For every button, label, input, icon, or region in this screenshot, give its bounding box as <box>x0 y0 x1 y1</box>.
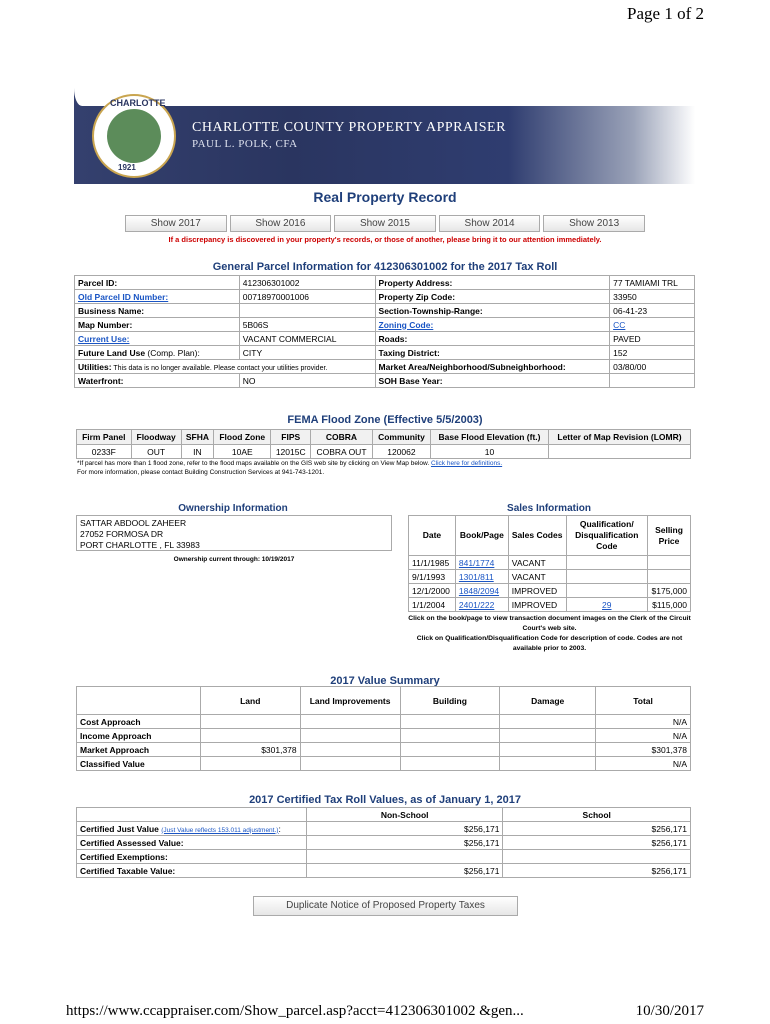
tax-roll-table <box>76 807 691 878</box>
table-row: Certified Exemptions: <box>77 850 691 864</box>
discrepancy-notice: If a discrepancy is discovered in your property's records, or those of another, please bring it to our attention immediately. <box>168 235 602 244</box>
qualification-code-link[interactable]: 29 <box>602 599 612 610</box>
value-summary-title: 2017 Value Summary <box>330 675 440 687</box>
page-number: Page 1 of 2 <box>627 4 704 23</box>
florida-map-icon <box>107 109 161 163</box>
year-tabs <box>125 215 645 232</box>
table-row: Map Number: 5B06S Zoning Code: CC <box>75 318 695 332</box>
banner-title: CHARLOTTE COUNTY PROPERTY APPRAISER <box>192 120 506 135</box>
table-header-row: Non-School School <box>77 808 691 822</box>
just-value-adjustment-link[interactable]: (Just Value reflects 153.011 adjustment.) <box>161 826 279 834</box>
banner-subtitle: PAUL L. POLK, CFA <box>192 138 298 150</box>
table-row: Future Land Use (Comp. Plan): CITY Taxing District: 152 <box>75 346 695 360</box>
sales-table <box>408 515 691 612</box>
tab-2014[interactable]: Show 2014 <box>439 215 541 232</box>
zoning-code-link[interactable]: Zoning Code: <box>378 319 434 330</box>
duplicate-notice-button[interactable]: Duplicate Notice of Proposed Property Taxes <box>253 896 518 916</box>
table-row: Utilities: This data is no longer available. Please contact your utilities provider. Market Area/Neighborhood/Subneighborhood: 03/80/00 <box>75 360 695 374</box>
table-row: Certified Just Value (Just Value reflects 153.011 adjustment.): $256,171 $256,171 <box>77 822 691 836</box>
flood-definitions-link[interactable]: Click here for definitions. <box>430 460 503 467</box>
table-row: Current Use: VACANT COMMERCIAL Roads: PAVED <box>75 332 695 346</box>
value-summary-table <box>76 686 691 771</box>
table-row: 11/1/1985 841/1774 VACANT <box>409 556 691 570</box>
sales-title: Sales Information <box>507 503 591 514</box>
table-row: Old Parcel ID Number: 00718970001006 Property Zip Code: 33950 <box>75 290 695 304</box>
ownership-current: Ownership current through: 10/19/2017 <box>173 556 295 563</box>
table-row: Market Approach $301,378 $301,378 <box>77 743 691 757</box>
footer-url: https://www.ccappraiser.com/Show_parcel.asp?acct=412306301002 &gen... <box>66 1003 524 1019</box>
tax-roll-title: 2017 Certified Tax Roll Values, as of January 1, 2017 <box>249 794 521 806</box>
book-page-link[interactable]: 1301/811 <box>458 571 494 582</box>
table-row: Parcel ID: 412306301002 Property Address: 77 TAMIAMI TRL <box>75 276 695 290</box>
book-page-link[interactable]: 1848/2094 <box>458 585 500 596</box>
table-row: Income Approach N/A <box>77 729 691 743</box>
old-parcel-id-link[interactable]: Old Parcel ID Number: <box>78 291 169 302</box>
tab-2017[interactable]: Show 2017 <box>125 215 227 232</box>
page-title: Real Property Record <box>313 189 457 205</box>
owner-name: SATTAR ABDOOL ZAHEER <box>80 518 187 528</box>
table-header-row: Land Land Improvements Building Damage Total <box>77 687 691 715</box>
tab-2013[interactable]: Show 2013 <box>543 215 645 232</box>
table-row: 12/1/2000 1848/2094 IMPROVED $175,000 <box>409 584 691 598</box>
current-use-link[interactable]: Current Use: <box>78 333 130 344</box>
owner-address-2: PORT CHARLOTTE , FL 33983 <box>80 540 200 550</box>
general-parcel-title: General Parcel Information for 412306301002 for the 2017 Tax Roll <box>212 261 558 273</box>
table-header-row: Firm Panel Floodway SFHA Flood Zone FIPS COBRA Community Base Flood Elevation (ft.) Letter of Map Revision (LOMR) <box>77 430 691 445</box>
table-row: Waterfront: NO SOH Base Year: <box>75 374 695 388</box>
general-parcel-table <box>74 275 695 388</box>
seal-top-text: CHARLOTTE <box>110 98 166 108</box>
fema-title: FEMA Flood Zone (Effective 5/5/2003) <box>287 414 483 426</box>
table-row: Certified Assessed Value: $256,171 $256,171 <box>77 836 691 850</box>
table-row: 9/1/1993 1301/811 VACANT <box>409 570 691 584</box>
ownership-box <box>76 515 392 551</box>
table-row: Classified Value N/A <box>77 757 691 771</box>
fema-table <box>76 429 691 459</box>
zoning-value-link[interactable]: CC <box>613 319 626 330</box>
table-row: 1/1/2004 2401/222 IMPROVED 29 $115,000 <box>409 598 691 612</box>
tab-2016[interactable]: Show 2016 <box>230 215 332 232</box>
footer-date: 10/30/2017 <box>635 1003 704 1019</box>
book-page-link[interactable]: 841/1774 <box>458 557 495 568</box>
table-row: Certified Taxable Value: $256,171 $256,171 <box>77 864 691 878</box>
banner-curve <box>74 88 695 106</box>
ownership-title: Ownership Information <box>178 503 288 514</box>
table-row: Business Name: Section-Township-Range: 06-41-23 <box>75 304 695 318</box>
owner-address-1: 27052 FORMOSA DR <box>80 529 164 539</box>
table-row: Cost Approach N/A <box>77 715 691 729</box>
fema-note: *If parcel has more than 1 flood zone, refer to the flood maps available on the GIS web site by clicking on View Map below. Click here for definitions. For more information, please contact Building Construction Services at 941-743-1201. <box>77 460 503 476</box>
sales-note: Click on the book/page to view transaction document images on the Clerk of the Circuit Court's web site. Click on Qualification/Disqualification Code for description of code. Codes are not available prior to 2003. <box>408 615 691 652</box>
book-page-link[interactable]: 2401/222 <box>458 599 495 610</box>
table-row: 0233F OUT IN 10AE 12015C COBRA OUT 120062 10 <box>77 445 691 459</box>
table-header-row: Date Book/Page Sales Codes Qualification/ Disqualification Code Selling Price <box>409 516 691 556</box>
seal-year-text: 1921 <box>118 163 136 172</box>
tab-2015[interactable]: Show 2015 <box>334 215 436 232</box>
